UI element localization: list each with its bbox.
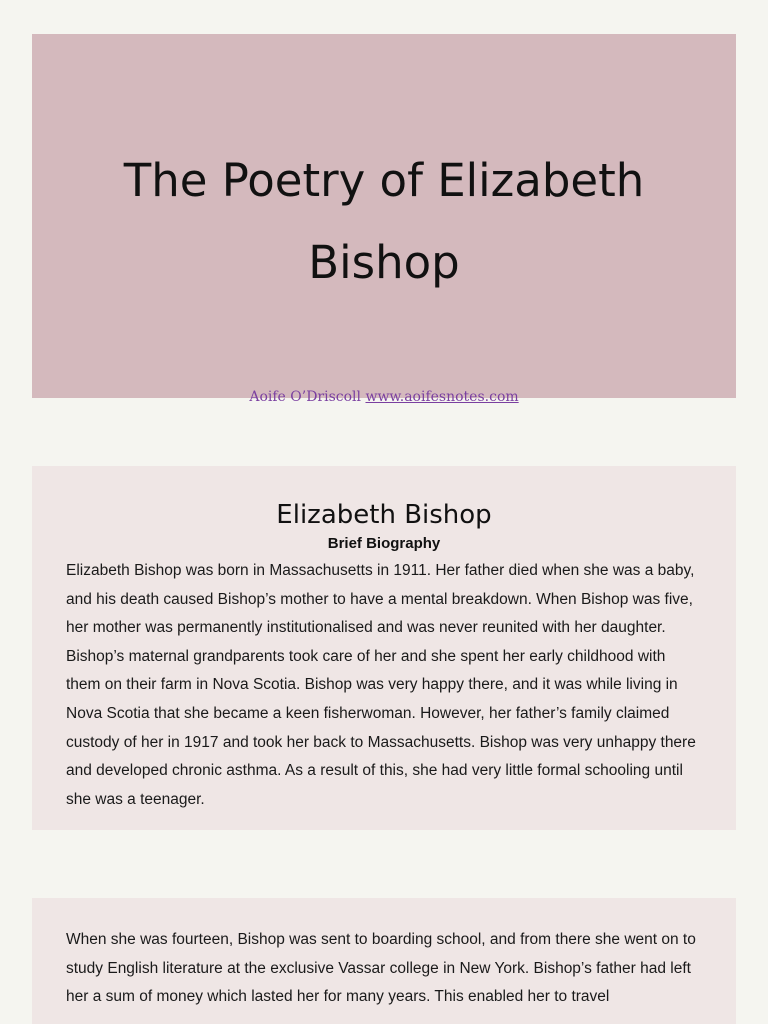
biography-subheading: Brief Biography (327, 535, 441, 552)
author-name: Aoife O’Driscoll (249, 389, 362, 405)
biography-heading: Elizabeth Bishop (276, 500, 492, 530)
biography-paragraph: Elizabeth Bishop was born in Massachusetts in 1911. Her father died when she was a baby, and his death caused Bishop’s mother to have a mental breakdown. When Bishop was five, her mother was permanently institutionalised and was never reunited with her daughter. Bishop’s maternal grandparents took care of her and she spent her early childhood with them on their farm in Nova Scotia. Bishop was very happy there, and it was while living in Nova Scotia that she became a keen fisherwoman. However, her father’s family claimed custody of her in 1917 and took her back to Massachusetts. Bishop was very unhappy there and developed chronic asthma. As a result of this, she had very little formal schooling until she was a teenager. (66, 562, 696, 808)
cover-title: The Poetry of Elizabeth Bishop (123, 154, 645, 289)
website-link[interactable]: www.aoifesnotes.com (365, 389, 519, 405)
continuation-page (32, 898, 736, 1024)
continuation-paragraph: When she was fourteen, Bishop was sent to boarding school, and from there she went on to study English literature at the exclusive Vassar college in New York. Bishop’s father had left her a sum of money which lasted her for many years. This enabled her to travel (66, 931, 696, 1006)
cover-page (32, 34, 736, 405)
biography-page (32, 466, 736, 830)
cover-byline (32, 389, 736, 405)
